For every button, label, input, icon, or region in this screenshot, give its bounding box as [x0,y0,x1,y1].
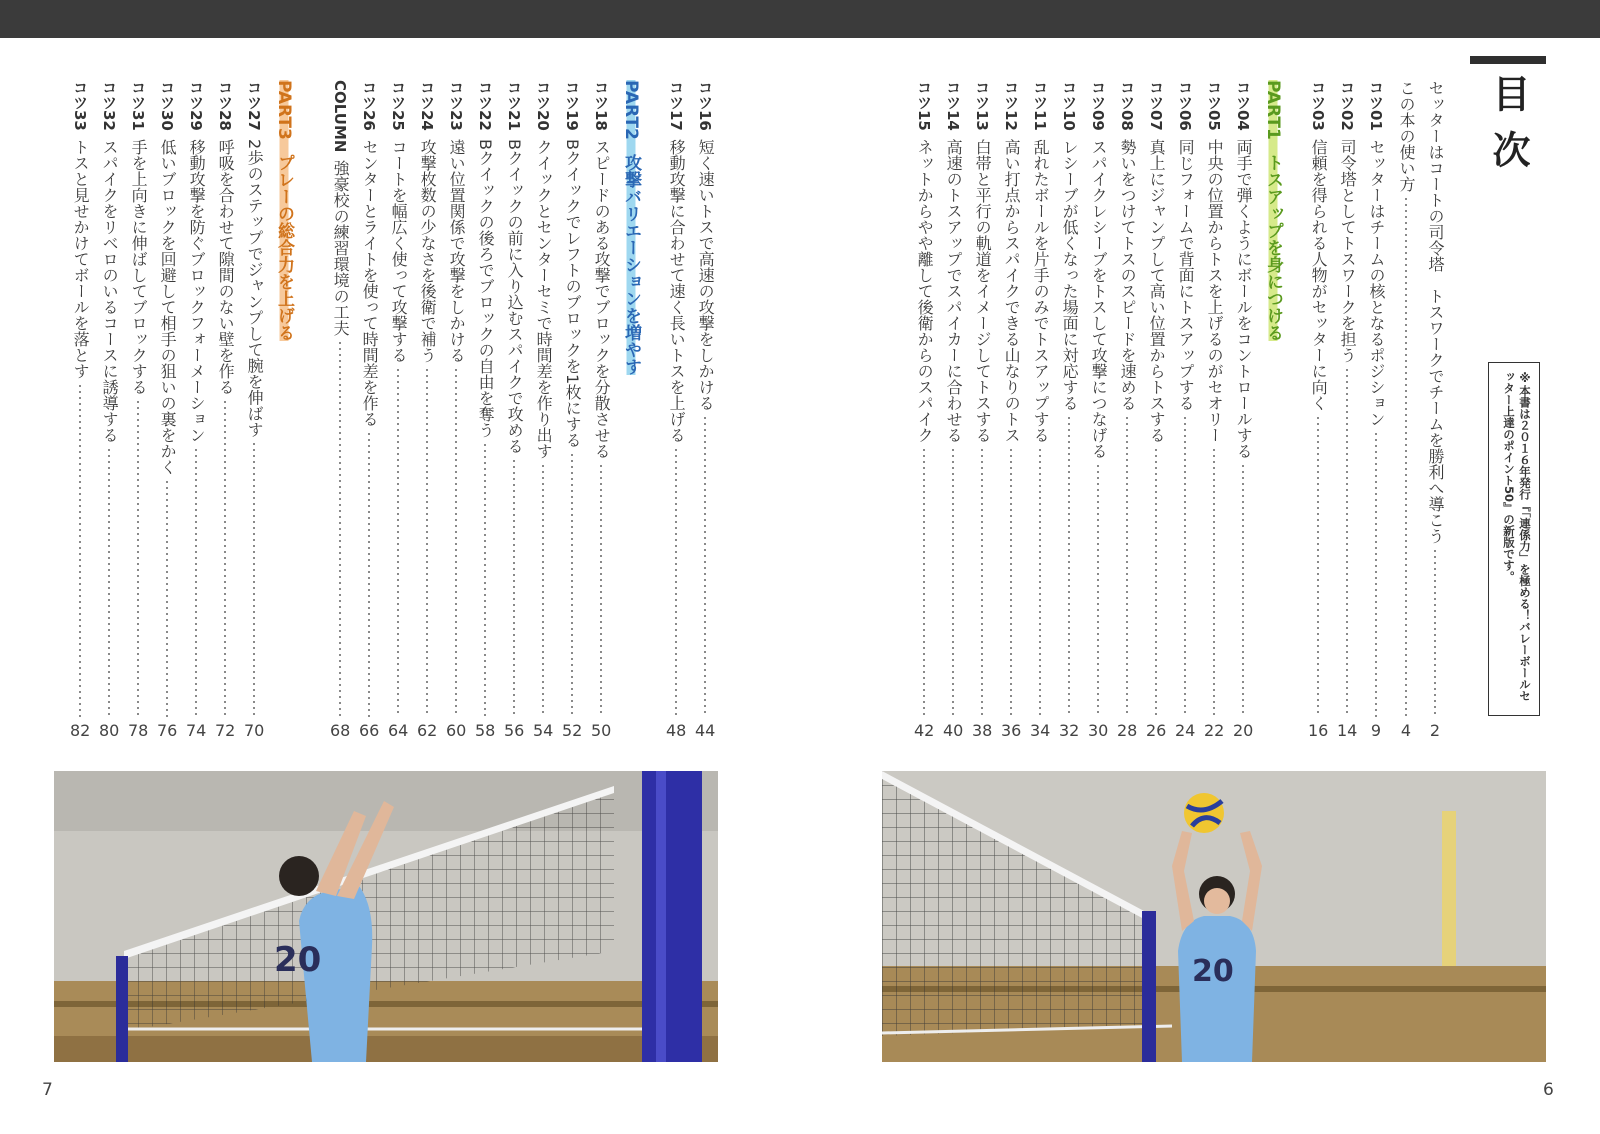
toc-entry-page: 68 [330,721,351,740]
toc-entry[interactable] [1308,80,1328,740]
toc-entry-number: コツ06 [1176,80,1195,131]
leader-dots [137,399,139,717]
toc-entry[interactable] [215,80,235,740]
toc-entry-number: コツ28 [216,80,235,131]
toc-entry-number: コツ11 [1031,80,1050,131]
toc-entry[interactable] [359,80,379,740]
leader-dots [675,447,677,717]
leader-dots [368,431,370,717]
toc-entry-title: セッターはチームの核となるポジション [1367,138,1386,427]
toc-entry[interactable] [972,80,992,740]
leader-dots [195,447,197,717]
toc-entry-title: トスと見せかけてボールを落とす [71,138,91,379]
leader-dots [981,447,983,717]
leader-dots [952,447,954,717]
toc-entry-number: コツ23 [447,80,466,131]
toc-entry-number: コツ33 [71,80,90,131]
toc-entry-number: コツ20 [534,80,553,131]
toc-entry-title: 移動攻撃を防ぐブロックフォーメーション [187,138,207,443]
edition-note: ※本書は２０１６年発行『「連係力」を極める！バレーボールセッター上達のポイント50』の新版です。 [1488,362,1540,716]
toc-entry-number: コツ14 [944,80,963,131]
toc-entry-page: 40 [943,721,964,740]
toc-entry-title: センターとライトを使って時間差を作る [360,138,380,427]
heading-rule [1470,56,1546,64]
leader-dots [1317,415,1319,717]
toc-entry[interactable] [1425,80,1445,740]
leader-dots [513,458,515,717]
leader-dots [455,367,457,717]
part-title: トスアップを身につける [1263,153,1283,341]
leader-dots [542,463,544,717]
toc-entry-number: コツ25 [389,80,408,131]
toc-entry-page: 54 [533,721,554,740]
toc-entry-number: コツ10 [1060,80,1079,131]
toc-entry[interactable] [1117,80,1137,740]
toc-entry[interactable] [943,80,963,740]
toc-entry-title: Bクイックでレフトのブロックを1枚にする [563,138,583,449]
toc-entry-title: 同じフォームで背面にトスアップする [1176,138,1196,411]
toc-entry-page: 64 [388,721,409,740]
leader-dots [1375,431,1377,717]
toc-entry-number: コツ24 [418,80,437,131]
toc-entry-number: コツ17 [667,80,686,131]
toc-entry-page: 56 [504,721,525,740]
toc-entry[interactable] [1030,80,1050,740]
toc-entry-page: 30 [1088,721,1109,740]
toc-entry[interactable] [128,80,148,740]
toc-entry[interactable] [1088,80,1108,740]
toc-entry-page: 80 [99,721,120,740]
part-label: PART2 [621,80,641,140]
toc-entry-title: ネットからやや離して後衛からのスパイク [915,138,935,443]
page-number-right: 6 [1543,1080,1554,1100]
top-bar [0,0,1600,38]
toc-entry-page: 32 [1059,721,1080,740]
toc-entry-page: 4 [1400,721,1412,740]
toc-entry-title: 真上にジャンプして高い位置からトスする [1147,138,1167,443]
toc-entry-number: コツ18 [592,80,611,131]
toc-entry[interactable] [1059,80,1079,740]
leader-dots [79,383,81,717]
toc-entry-number: コツ13 [973,80,992,131]
toc-entry-number: コツ03 [1309,80,1328,131]
toc-entry-title: セッターはコートの司令塔 トスワークでチームを勝利へ導こう [1426,80,1445,544]
leader-dots [108,447,110,717]
toc-entry[interactable] [914,80,934,740]
toc-entry-number: コツ12 [1002,80,1021,131]
toc-entry-title: 2歩のステップでジャンプして腕を伸ばす [245,138,265,438]
toc-entry[interactable] [1204,80,1224,740]
toc-entry-page: 22 [1204,721,1225,740]
toc-entry-title: 乱れたボールを片手のみでトスアップする [1031,138,1051,443]
part3-heading [273,80,295,341]
leader-dots [339,340,341,717]
toc-entry-page: 50 [591,721,612,740]
toc-entry[interactable] [446,80,466,740]
toc-entry-title: 強豪校の練習環境の工夫 [331,160,351,337]
toc-entry-title: 遠い位置関係で攻撃をしかける [447,138,467,363]
toc-entry[interactable] [562,80,582,740]
part-label: PART1 [1263,80,1283,140]
toc-entry-page: 78 [128,721,149,740]
toc-entry-page: 52 [562,721,583,740]
photo-blocker [54,771,718,1062]
leader-dots [224,399,226,717]
toc-entry-page: 74 [186,721,207,740]
leader-dots [1039,447,1041,717]
part-title: 攻撃バリエーションを増やす [621,153,641,375]
toc-entry-page: 76 [157,721,178,740]
toc-entry-page: 9 [1370,721,1382,740]
leader-dots [166,479,168,717]
toc-entry[interactable] [695,80,715,740]
part-title: プレーの総合力を上げる [274,153,294,341]
toc-entry-number: コツ26 [360,80,379,131]
toc-entry-number: コツ21 [505,80,524,131]
toc-heading: 目次 [1486,74,1530,186]
toc-entry-page: 2 [1429,721,1441,740]
toc-entry-number: コツ22 [476,80,495,131]
part1-heading [1262,80,1284,341]
toc-entry-number: コツ05 [1205,80,1224,131]
leader-dots [1184,415,1186,717]
toc-entry-page: 24 [1175,721,1196,740]
part2-heading [620,80,642,375]
toc-entry-page: 36 [1001,721,1022,740]
toc-entry-title: 低いブロックを回避して相手の狙いの裏をかく [158,138,178,475]
leader-dots [1126,415,1128,717]
toc-entry-number: COLUMN [331,80,350,153]
toc-entry-title: 高速のトスアップでスパイカーに合わせる [944,138,964,443]
toc-entry[interactable] [388,80,408,740]
toc-entry-page: 48 [666,721,687,740]
toc-entry-title: スピードのある攻撃でブロックを分散させる [592,138,612,459]
toc-entry-page: 42 [914,721,935,740]
toc-entry-page: 26 [1146,721,1167,740]
toc-entry[interactable] [1396,80,1416,740]
jersey-number: 20 [274,940,322,980]
toc-entry-number: コツ29 [187,80,206,131]
toc-entry[interactable] [1001,80,1021,740]
toc-entry-number: コツ32 [100,80,119,131]
toc-entry[interactable] [157,80,177,740]
leader-dots [1242,463,1244,717]
page-number-left: 7 [42,1080,53,1100]
toc-entry-title: この本の使い方 [1397,80,1416,192]
toc-entry[interactable] [1366,80,1386,740]
toc-entry[interactable] [1175,80,1195,740]
toc-entry-title: 司令塔としてトスワークを担う [1338,138,1358,363]
toc-entry[interactable] [1233,80,1253,740]
toc-entry-title: 両手で弾くようにボールをコントロールする [1234,138,1254,459]
toc-entry-page: 16 [1308,721,1329,740]
toc-entry-number: コツ19 [563,80,582,131]
photo-setter [882,771,1546,1062]
toc-entry-title: 攻撃枚数の少なさを後衛で補う [418,138,438,363]
toc-entry-page: 72 [215,721,236,740]
leader-dots [426,367,428,717]
toc-entry-number: コツ31 [129,80,148,131]
toc-entry-page: 14 [1337,721,1358,740]
toc-entry-number: コツ08 [1118,80,1137,131]
toc-entry-title: 信頼を得られる人物がセッターに向く [1309,138,1329,411]
toc-entry-title: 呼吸を合わせて隙間のない壁を作る [216,138,236,395]
toc-entry[interactable] [330,80,350,740]
toc-entry-title: 白帯と平行の軌道をイメージしてトスする [973,138,993,443]
toc-entry[interactable] [1146,80,1166,740]
leader-dots [1405,196,1407,717]
toc-entry-title: スパイクをリベロのいるコースに誘導する [100,138,120,443]
toc-entry-title: レシーブが低くなった場面に対応する [1060,138,1080,411]
toc-entry-page: 82 [70,721,91,740]
toc-entry-title: 中央の位置からトスを上げるのがセオリー [1205,138,1225,443]
toc-entry-page: 66 [359,721,380,740]
toc-entry-number: コツ30 [158,80,177,131]
toc-entry[interactable] [475,80,495,740]
toc-entry-page: 70 [244,721,265,740]
toc-entry[interactable] [417,80,437,740]
toc-entry[interactable] [1337,80,1357,740]
leader-dots [484,442,486,717]
toc-entry-number: コツ01 [1367,80,1385,131]
toc-entry[interactable] [186,80,206,740]
toc-entry-page: 60 [446,721,467,740]
leader-dots [1010,447,1012,717]
toc-entry[interactable] [244,80,264,740]
toc-entry[interactable] [70,80,90,740]
toc-entry[interactable] [533,80,553,740]
toc-entry-title: クイックとセンターセミで時間差を作り出す [534,138,554,459]
toc-entry-title: Bクイックの前に入り込むスパイクで攻める [505,138,525,454]
leader-dots [923,447,925,717]
leader-dots [397,367,399,717]
toc-entry[interactable] [591,80,611,740]
toc-entry-page: 34 [1030,721,1051,740]
toc-entry-page: 38 [972,721,993,740]
toc-entry-title: 移動攻撃に合わせて速く長いトスを上げる [667,138,687,443]
leader-dots [1434,548,1436,717]
leader-dots [1213,447,1215,717]
toc-entry-number: コツ07 [1147,80,1166,131]
toc-entry-title: 短く速いトスで高速の攻撃をしかける [696,138,716,411]
toc-entry[interactable] [504,80,524,740]
leader-dots [1068,415,1070,717]
toc-entry-title: Bクイックの後ろでブロックの自由を奪う [476,138,496,438]
toc-entry-number: コツ27 [245,80,264,131]
toc-entry-page: 28 [1117,721,1138,740]
leader-dots [253,441,255,717]
toc-entry-title: スパイクレシーブをトスして攻撃につなげる [1089,138,1109,459]
leader-dots [1346,367,1348,717]
toc-entry-page: 62 [417,721,438,740]
toc-entry-number: コツ04 [1234,80,1253,131]
toc-entry-title: 手を上向きに伸ばしてブロックする [129,138,149,395]
leader-dots [600,463,602,717]
toc-entry-title: コートを幅広く使って攻撃する [389,138,409,363]
toc-entry[interactable] [666,80,686,740]
toc-entry-title: 勢いをつけてトスのスピードを速める [1118,138,1138,411]
toc-entry-number: コツ15 [915,80,934,131]
toc-entry-title: 高い打点からスパイクできる山なりのトス [1002,138,1022,443]
toc-entry-page: 58 [475,721,496,740]
leader-dots [704,415,706,717]
toc-entry[interactable] [99,80,119,740]
leader-dots [1097,463,1099,717]
toc-entry-page: 44 [695,721,716,740]
jersey-number: 20 [1192,954,1234,989]
leader-dots [571,452,573,717]
part-label: PART3 [274,80,294,140]
leader-dots [1155,447,1157,717]
toc-entry-number: コツ09 [1089,80,1108,131]
toc-entry-page: 20 [1233,721,1254,740]
toc-entry-number: コツ02 [1338,80,1357,131]
toc-entry-number: コツ16 [696,80,715,131]
